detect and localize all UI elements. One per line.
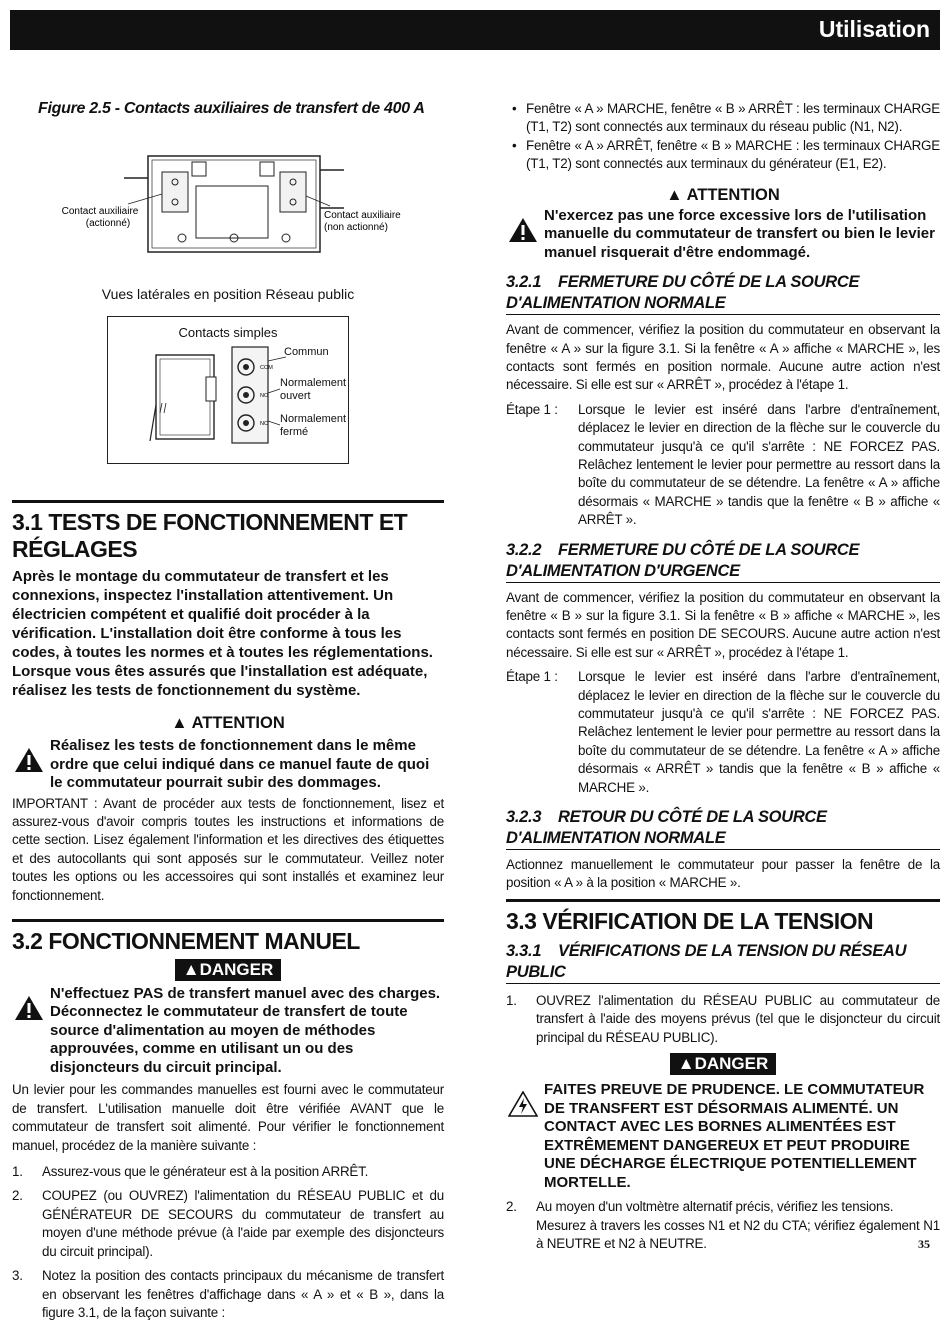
section-3-2-3-heading: 3.2.3 RETOUR DU CÔTÉ DE LA SOURCE D'ALIMENTATION NORMALE [506,807,940,850]
danger-header-3-2 [12,959,444,981]
danger-text-3-3: FAITES PREUVE DE PRUDENCE. LE COMMUTATEUR DE TRANSFERT EST DÉSORMAIS ALIMENTÉ. UN CONTACT AVEC LES BORNES ALIMENTÉES EST EXTRÊMEMENT DANGEREUX ET PEUT PRODUIRE UNE DÉCHARGE ÉLECTRIQUE POTENTIELLEMENT MORTELLE. [544,1081,925,1191]
simple-contacts-box [107,316,349,464]
page-header [10,10,940,50]
attention-text-3-2: N'exercez pas une force excessive lors de l'utilisation manuelle du commutateur de transfert ou bien le levier manuel risquerait d'être endommagé. [544,206,935,261]
exclamation-triangle-icon [14,747,44,773]
list-item: 3. Notez la position des contacts principaux du mécanisme de transfert en observant les fenêtres d'affichage dans « A » et « B », dans la figure 3.1, de la façon suivante : [12,1268,444,1320]
aux-label-right-2: (non actionné) [324,222,388,233]
section-3-2-3-text: Actionnez manuellement le commutateur pour passer la fenêtre de la position « A » à la position « MARCHE ». [506,857,940,891]
manual-steps-list [12,1163,444,1322]
list-item: 1. OUVREZ l'alimentation du RÉSEAU PUBLIC au commutateur de transfert à l'aide des moyens prévus (tel que le disjoncteur du circuit principal du RÉSEAU PUBLIC). [506,992,940,1045]
section-3-2-1-step: Étape 1 : Lorsque le levier est inséré dans l'arbre d'entraînement, déplacez le levier en direction de la flèche sur le couvercle du commutateur jusqu'à ce qu'il s'arrête : NE FORCEZ PAS. Relâchez lentement le levier pour permettre au ressort dans la boîte du commutateur de se détendre. La fenêtre « A » affiche désormais « MARCHE » tandis que la fenêtre « B » affiche « ARRÊT ». [506,401,940,528]
right-column [506,100,940,1259]
attention-header-3-2 [506,186,940,205]
section-3-3-heading: 3.3 VÉRIFICATION DE LA TENSION [506,899,940,935]
terminal-tag-no: NO [260,393,269,399]
list-item: 2. COUPEZ (ou OUVREZ) l'alimentation du RÉSEAU PUBLIC et du GÉNÉRATEUR DE SECOURS du commutateur de transfert au moyen d'une méthode prévue (à l'aide par exemple des disjoncteurs du circuit principal). [12,1188,444,1259]
bullet-item: • Fenêtre « A » ARRÊT, fenêtre « B » MARCHE : les terminaux CHARGE (T1, T2) sont connectés aux terminaux du générateur (E1, E2). [506,137,940,174]
attention-header-3-1 [12,714,444,733]
warning-icon: ▲ [677,1054,695,1074]
attention-box-3-2 [506,207,940,263]
attention-text-3-1: Réalisez les tests de fonctionnement dans le même ordre que celui indiqué dans ce manuel faute de quoi le commutateur pourrait subir des dommages. [50,737,430,791]
important-notice: IMPORTANT : Avant de procéder aux tests de fonctionnement, lisez et assurez-vous d'avoir compris toutes les instructions et informations de cette section. Lisez également l'information et les directives des étiquettes et des autocollants qui sont apposés sur le commutateur. Veillez noter toutes les options ou les accessoires qui sont installés et examinez leur fonctionnement. [12,795,444,903]
exclamation-triangle-icon [508,217,538,243]
label-normalement-ouvert: Normalement ouvert [280,377,347,402]
danger-label: DANGER [694,1054,769,1074]
left-column [12,100,444,1328]
section-3-2-intro: Un levier pour les commandes manuelles est fourni avec le commutateur de transfert. L'utilisation manuelle doit être vérifiée AVANT que le commutateur de transfert soit alimenté. Pour vérifier le fonctionnement manuel, procédez de la manière suivante : [12,1082,444,1153]
simple-contacts-title: Contacts simples [178,325,278,340]
section-3-2-1-heading: 3.2.1 FERMETURE DU CÔTÉ DE LA SOURCE D'ALIMENTATION NORMALE [506,272,940,315]
section-3-2-2-step: Étape 1 : Lorsque le levier est inséré dans l'arbre d'entraînement, déplacez le levier en direction de la flèche sur le couvercle du commutateur jusqu'à ce qu'il s'arrête : NE FORCEZ PAS. Relâchez lentement le levier pour permettre au ressort dans la boîte du commutateur de se détendre. La fenêtre « A » affiche désormais « ARRÊT » tandis que la fenêtre « B » affiche « MARCHE ». [506,669,940,795]
label-commun: Commun [284,346,329,358]
section-3-2-1-text: Avant de commencer, vérifiez la position du commutateur en observant la fenêtre « A » sur la figure 3.1. Si la fenêtre « A » affiche « MARCHE », les contacts sont fermés en position normale. Aucune autre action n'est nécessaire. Si elle est sur « ARRÊT », procédez à l'étape 1. [506,322,940,393]
section-3-2-heading: 3.2 FONCTIONNEMENT MANUEL [12,919,444,955]
warning-icon: ▲ [171,714,188,732]
danger-label: DANGER [199,959,274,979]
electric-shock-icon [508,1091,538,1117]
aux-label-left-2: (actionné) [85,218,131,229]
section-3-2-2-heading: 3.2.2 FERMETURE DU CÔTÉ DE LA SOURCE D'ALIMENTATION D'URGENCE [506,540,940,583]
list-item: 1. Assurez-vous que le générateur est à la position ARRÊT. [12,1164,369,1180]
danger-header-3-3 [506,1053,940,1075]
figure-caption: Vues latérales en position Réseau public [101,286,355,302]
header-title: Utilisation [818,16,930,42]
danger-box-3-3 [506,1081,940,1192]
section-3-3-1-heading: 3.3.1 VÉRIFICATIONS DE LA TENSION DU RÉSEAU PUBLIC [506,941,940,984]
page-number: 35 [918,1237,930,1251]
section-3-1-heading: 3.1 TESTS DE FONCTIONNEMENT ET RÉGLAGES [12,500,444,563]
list-item: 2. Au moyen d'un voltmètre alternatif précis, vérifiez les tensions. Mesurez à travers les cosses N1 et N2 du CTA; vérifiez également N1 à NEUTRE et N2 à NEUTRE. [506,1199,940,1251]
section-3-1-lead: Après le montage du commutateur de transfert et les connexions, inspectez l'installation attentivement. Un électricien compétent et qualifié doit procéder à la vérification. L'installation doit être conforme à tous les codes, à toutes les normes et à toutes les réglementations. Lorsque vous êtes assurés que l'installation est adéquate, réalisez les tests de fonctionnement du système. [12,568,433,699]
exclamation-triangle-icon [14,995,44,1021]
label-normalement-ferme: Normalement fermé [280,413,347,438]
attention-box-3-1 [12,737,444,793]
danger-label-box [175,959,282,981]
section-3-2-2-text: Avant de commencer, vérifiez la position du commutateur en observant la fenêtre « B » sur la figure 3.1. Si la fenêtre « B » affiche « MARCHE », les contacts sont fermés en position DE SECOURS. Aucune autre action n'est nécessaire. Si elle est sur « ARRÊT », procédez à l'étape 1. [506,589,940,660]
warning-icon: ▲ [182,959,200,979]
terminal-tag-nc: NC [260,421,268,427]
danger-text-3-2: N'effectuez PAS de transfert manuel avec des charges. Déconnectez le commutateur de transfert de toute source d'alimentation au moyen de méthodes approuvées, comme en utilisant un ou des disjoncteurs du circuit principal. [50,984,441,1076]
aux-contacts-figure [12,126,444,266]
aux-label-right-1: Contact auxiliaire [324,210,401,221]
danger-label-box [670,1053,777,1075]
attention-label: ATTENTION [191,714,285,732]
voltage-steps-list-2 [506,1198,940,1253]
voltage-steps-list [506,992,940,1047]
warning-icon: ▲ [666,185,683,204]
attention-label: ATTENTION [686,185,780,204]
figure-title: Figure 2.5 - Contacts auxiliaires de transfert de 400 A [38,100,425,117]
danger-box-3-2 [12,985,444,1078]
aux-label-left-1: Contact auxiliaire [61,206,139,217]
terminal-tag-com: COM [260,365,273,371]
bullet-item: • Fenêtre « A » MARCHE, fenêtre « B » ARRÊT : les terminaux CHARGE (T1, T2) sont connectés aux terminaux du réseau public (N1, N2). [506,100,940,137]
